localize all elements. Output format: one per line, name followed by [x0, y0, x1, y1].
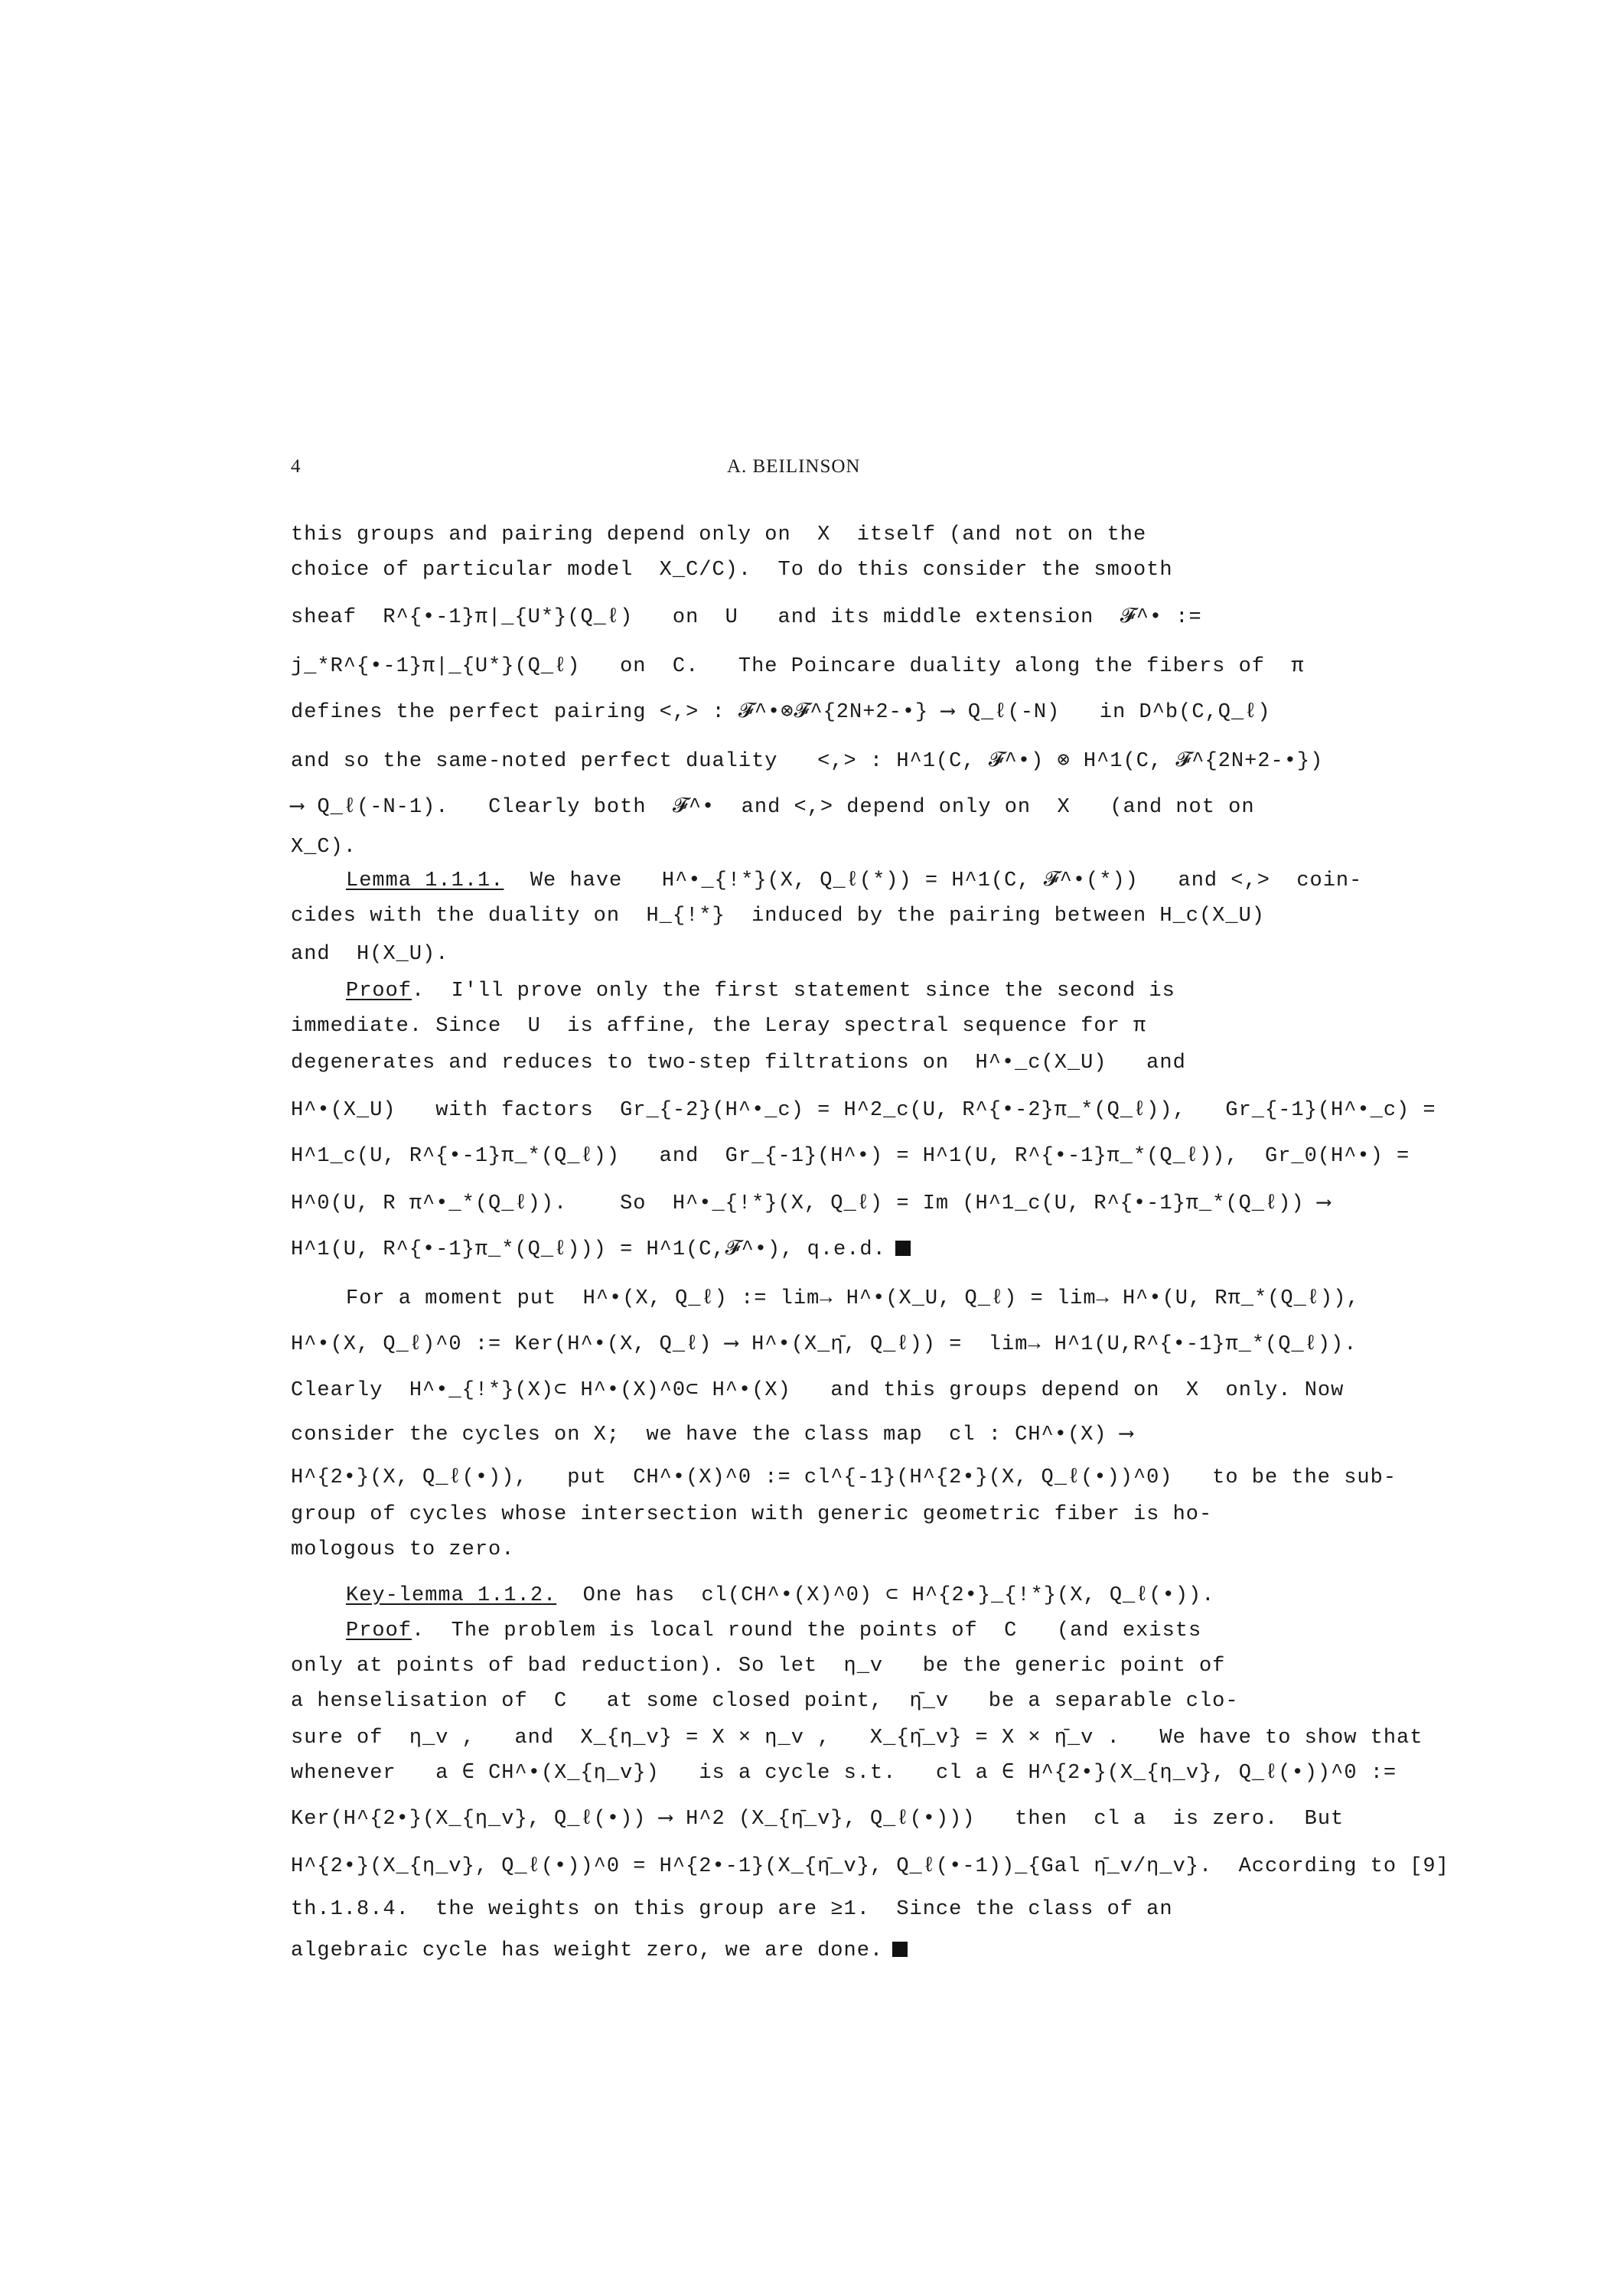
proof-label: Proof [346, 980, 412, 1003]
lemma-label: Lemma 1.1.1. [346, 869, 504, 892]
text-line [291, 1237, 911, 1263]
text-line: j_*R^{•-1}π|_{U*}(Q_ℓ) on C. The Poincare duality along the fibers of π [291, 655, 1305, 678]
text-line: H^•(X, Q_ℓ)^0 := Ker(H^•(X, Q_ℓ) ⟶ H^•(X_η̄, Q_ℓ)) = lim→ H^1(U,R^{•-1}π_*(Q_ℓ)). [291, 1333, 1358, 1356]
text-line-content: algebraic cycle has weight zero, we are done. [291, 1939, 884, 1962]
text-line: sheaf R^{•-1}π|_{U*}(Q_ℓ) on U and its middle extension 𝓕^• := [291, 606, 1202, 629]
text-line: cides with the duality on H_{!*} induced by the pairing between H_c(X_U) [291, 905, 1265, 928]
proof-2 [346, 1618, 1201, 1644]
text-line: mologous to zero. [291, 1538, 515, 1561]
text-line: a henselisation of C at some closed point, η̄_v be a separable clo- [291, 1690, 1239, 1713]
text-line: defines the perfect pairing <,> : 𝓕^•⊗𝓕^{2N+2-•} ⟶ Q_ℓ(-N) in D^b(C,Q_ℓ) [291, 701, 1271, 724]
text-line [291, 1938, 908, 1964]
text-line: degenerates and reduces to two-step filtrations on H^•_c(X_U) and [291, 1052, 1186, 1075]
page-number: 4 [291, 456, 301, 477]
key-lemma-label: Key-lemma 1.1.2. [346, 1584, 557, 1607]
running-head: A. BEILINSON [727, 456, 861, 477]
proof-label: Proof [346, 1619, 412, 1642]
text-line: H^1_c(U, R^{•-1}π_*(Q_ℓ)) and Gr_{-1}(H^•) = H^1(U, R^{•-1}π_*(Q_ℓ)), Gr_0(H^•) = [291, 1145, 1410, 1168]
lemma-1-1-1 [346, 868, 1362, 894]
text-line: H^{2•}(X_{η_v}, Q_ℓ(•))^0 = H^{2•-1}(X_{η̄_v}, Q_ℓ(•-1))_{Gal η̄_v/η_v}. According to [9] [291, 1855, 1449, 1878]
text-line: H^0(U, R π^•_*(Q_ℓ)). So H^•_{!*}(X, Q_ℓ) = Im (H^1_c(U, R^{•-1}π_*(Q_ℓ)) ⟶ [291, 1192, 1332, 1215]
text-line: th.1.8.4. the weights on this group are ≥1. Since the class of an [291, 1898, 1173, 1921]
proof-1 [346, 978, 1175, 1004]
page-header [291, 456, 1286, 487]
qed-square-icon [892, 1942, 908, 1957]
text-line: Clearly H^•_{!*}(X)⊂ H^•(X)^0⊂ H^•(X) and this groups depend on X only. Now [291, 1379, 1345, 1402]
text-line: H^{2•}(X, Q_ℓ(•)), put CH^•(X)^0 := cl^{-1}(H^{2•}(X, Q_ℓ(•))^0) to be the sub- [291, 1466, 1397, 1489]
key-lemma-text: One has cl(CH^•(X)^0) ⊂ H^{2•}_{!*}(X, Q_ℓ(•)). [556, 1584, 1215, 1607]
lemma-text: We have H^•_{!*}(X, Q_ℓ(*)) = H^1(C, 𝓕^•(*)) and <,> coin- [504, 869, 1363, 892]
text-line: this groups and pairing depend only on X itself (and not on the [291, 523, 1147, 546]
key-lemma-1-1-2 [346, 1583, 1214, 1609]
proof-text: . The problem is local round the points of C (and exists [412, 1619, 1202, 1642]
text-line: immediate. Since U is affine, the Leray spectral sequence for π [291, 1015, 1147, 1038]
text-line: and H(X_U). [291, 943, 449, 966]
text-line: H^•(X_U) with factors Gr_{-2}(H^•_c) = H^2_c(U, R^{•-2}π_*(Q_ℓ)), Gr_{-1}(H^•_c) = [291, 1099, 1436, 1122]
text-line: whenever a ∈ CH^•(X_{η_v}) is a cycle s.t. cl a ∈ H^{2•}(X_{η_v}, Q_ℓ(•))^0 := [291, 1762, 1397, 1785]
text-line: choice of particular model X_C/C). To do this consider the smooth [291, 559, 1173, 582]
qed-square-icon [895, 1241, 911, 1256]
text-line: and so the same-noted perfect duality <,> : H^1(C, 𝓕^•) ⊗ H^1(C, 𝓕^{2N+2-•}) [291, 750, 1324, 773]
text-line: ⟶ Q_ℓ(-N-1). Clearly both 𝓕^• and <,> depend only on X (and not on [291, 796, 1255, 819]
text-line: sure of η_v , and X_{η_v} = X × η_v , X_{η̄_v} = X × η̄_v . We have to show that [291, 1727, 1423, 1750]
text-line: For a moment put H^•(X, Q_ℓ) := lim→ H^•(X_U, Q_ℓ) = lim→ H^•(U, Rπ_*(Q_ℓ)), [346, 1287, 1360, 1310]
proof-text: . I'll prove only the first statement since the second is [412, 980, 1175, 1003]
text-line: Ker(H^{2•}(X_{η_v}, Q_ℓ(•)) ⟶ H^2 (X_{η̄_v}, Q_ℓ(•))) then cl a is zero. But [291, 1808, 1345, 1831]
text-line: only at points of bad reduction). So let η_v be the generic point of [291, 1655, 1226, 1678]
text-line-content: H^1(U, R^{•-1}π_*(Q_ℓ))) = H^1(C,𝓕^•), q.e.d. [291, 1238, 886, 1261]
text-line: consider the cycles on X; we have the class map cl : CH^•(X) ⟶ [291, 1424, 1134, 1446]
text-line: group of cycles whose intersection with generic geometric fiber is ho- [291, 1503, 1213, 1526]
text-line: X_C). [291, 836, 357, 859]
